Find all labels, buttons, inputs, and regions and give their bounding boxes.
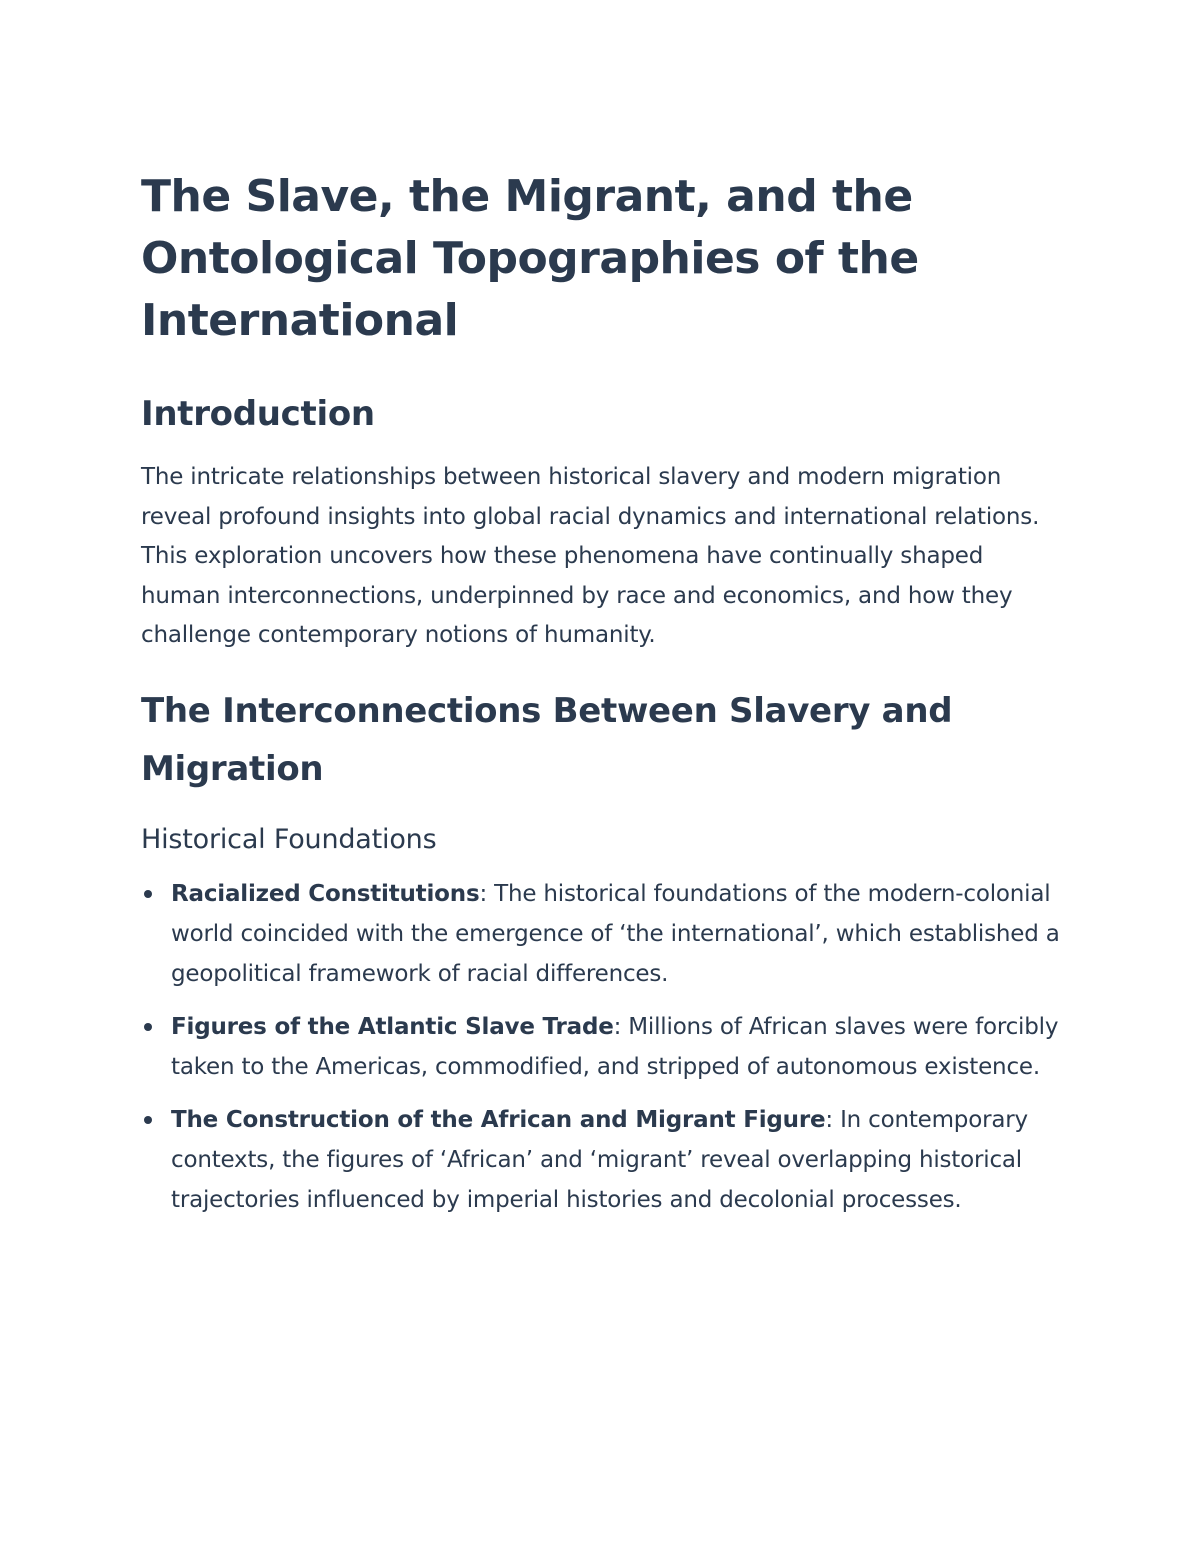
introduction-paragraph: The intricate relationships between historical slavery and modern migration reveal profound insights into global racial dynamics and international relations. This exploration uncovers how these phenomena have continually shaped human interconnections, underpinned by race and economics, and how they challenge contemporary notions of humanity.: [141, 464, 1040, 649]
bullet-text: : The historical foundations of the modern-colonial world coincided with the emergence of ‘the international’, which established a geopolitical framework of racial differences.: [171, 880, 1060, 987]
bullet-term: The Construction of the African and Migrant Figure: [171, 1106, 826, 1133]
list-item: [141, 1100, 1061, 1220]
bullet-dot-icon: [144, 1023, 152, 1031]
bullet-text: : Millions of African slaves were forcibly taken to the Americas, commodified, and stripped of autonomous existence.: [171, 1013, 1059, 1080]
section-heading: The Interconnections Between Slavery and Migration: [141, 690, 953, 789]
list-item: [141, 874, 1061, 994]
bullet-dot-icon: [144, 890, 152, 898]
bullet-term: Figures of the Atlantic Slave Trade: [171, 1013, 614, 1040]
bullet-list: [141, 874, 1061, 1220]
bullet-text: : In contemporary contexts, the figures of ‘African’ and ‘migrant’ reveal overlapping historical trajectories influenced by imperial histories and decolonial processes.: [171, 1106, 1028, 1213]
introduction-heading: Introduction: [141, 394, 375, 434]
list-item: [141, 1007, 1061, 1087]
bullet-term: Racialized Constitutions: [171, 880, 480, 907]
subsection-heading: Historical Foundations: [141, 823, 437, 855]
document-page: [141, 166, 1061, 1233]
bullet-dot-icon: [144, 1116, 152, 1124]
document-title: The Slave, the Migrant, and the Ontological Topographies of the International: [141, 171, 919, 346]
